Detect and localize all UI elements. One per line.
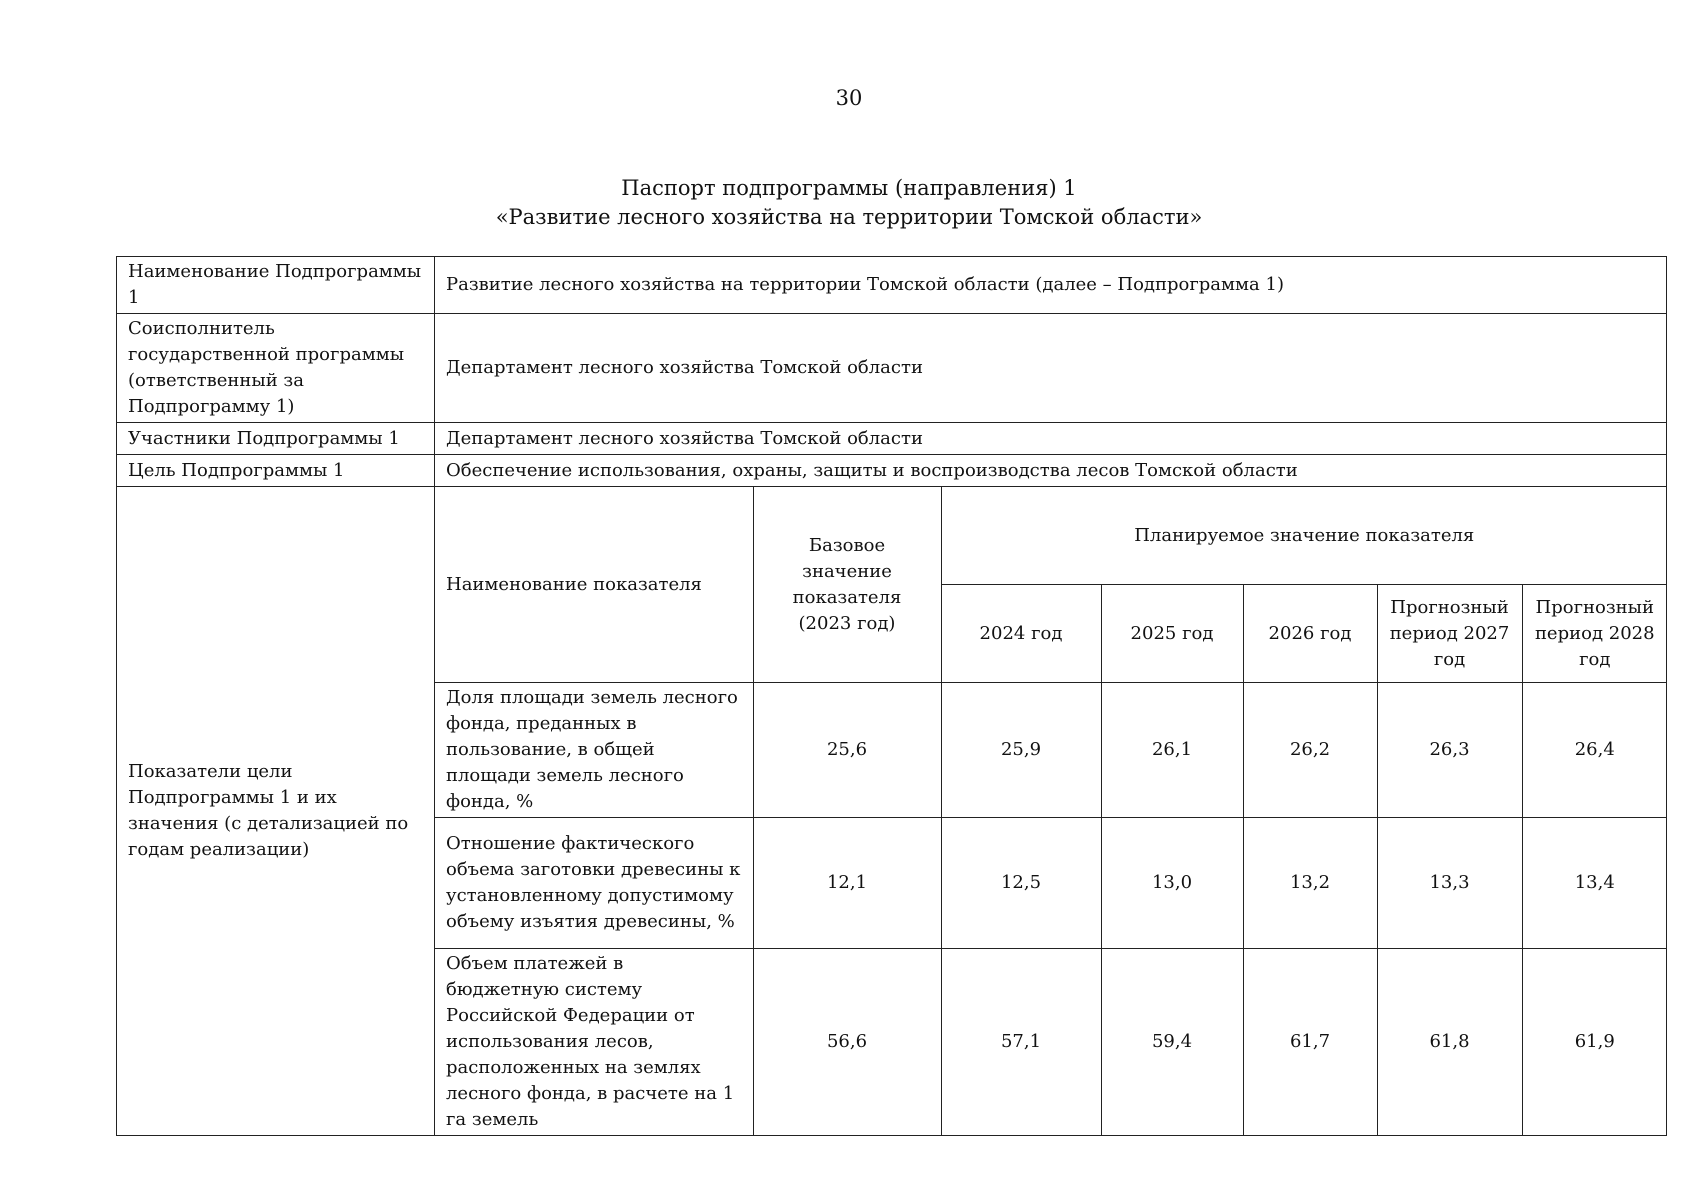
row-label: Цель Подпрограммы 1	[117, 455, 435, 487]
indicator-base: 25,6	[753, 683, 941, 818]
table-row	[117, 455, 1667, 487]
row-label: Показатели цели Подпрограммы 1 и их значения (с детализацией по годам реализации)	[117, 487, 435, 1136]
table-row	[117, 487, 1667, 1136]
header-year: Прогнозный период 2027 год	[1377, 585, 1522, 683]
indicator-value: 13,4	[1522, 818, 1667, 949]
indicator-row	[435, 949, 1667, 1136]
row-label: Соисполнитель государственной программы (ответственный за Подпрограмму 1)	[117, 314, 435, 423]
header-base-value: Базовое значение показателя (2023 год)	[753, 487, 941, 683]
row-label: Наименование Подпрограммы 1	[117, 257, 435, 314]
header-indicator-name: Наименование показателя	[435, 487, 753, 683]
indicator-name: Объем платежей в бюджетную систему Российской Федерации от использования лесов, расположенных на землях лесного фонда, в расчете на 1 га земель	[435, 949, 753, 1136]
indicator-value: 61,9	[1522, 949, 1667, 1136]
indicator-value: 26,4	[1522, 683, 1667, 818]
indicator-value: 61,7	[1243, 949, 1377, 1136]
indicator-cell	[435, 487, 1667, 1136]
indicator-value: 57,1	[941, 949, 1101, 1136]
header-row	[435, 487, 1667, 585]
table-row	[117, 314, 1667, 423]
table-row	[117, 423, 1667, 455]
table-row	[117, 257, 1667, 314]
header-year: 2024 год	[941, 585, 1101, 683]
header-planned-value: Планируемое значение показателя	[941, 487, 1667, 585]
indicator-table	[435, 487, 1667, 1135]
indicator-value: 59,4	[1101, 949, 1243, 1136]
row-value: Департамент лесного хозяйства Томской области	[435, 314, 1667, 423]
row-value: Департамент лесного хозяйства Томской области	[435, 423, 1667, 455]
indicator-value: 26,3	[1377, 683, 1522, 818]
indicator-row	[435, 683, 1667, 818]
indicator-value: 13,0	[1101, 818, 1243, 949]
indicator-value: 13,2	[1243, 818, 1377, 949]
indicator-name: Отношение фактического объема заготовки древесины к установленному допустимому объему изъятия древесины, %	[435, 818, 753, 949]
passport-table	[116, 256, 1667, 1136]
page-number: 30	[835, 86, 863, 110]
row-value: Обеспечение использования, охраны, защиты и воспроизводства лесов Томской области	[435, 455, 1667, 487]
title-line-2: «Развитие лесного хозяйства на территории Томской области»	[495, 205, 1203, 229]
indicator-name: Доля площади земель лесного фонда, преданных в пользование, в общей площади земель лесного фонда, %	[435, 683, 753, 818]
document-title	[0, 174, 1698, 232]
indicator-value: 26,2	[1243, 683, 1377, 818]
indicator-value: 26,1	[1101, 683, 1243, 818]
indicator-value: 12,5	[941, 818, 1101, 949]
indicator-value: 25,9	[941, 683, 1101, 818]
indicator-value: 13,3	[1377, 818, 1522, 949]
indicator-value: 61,8	[1377, 949, 1522, 1136]
title-line-1: Паспорт подпрограммы (направления) 1	[621, 176, 1077, 200]
row-value: Развитие лесного хозяйства на территории Томской области (далее – Подпрограмма 1)	[435, 257, 1667, 314]
row-label: Участники Подпрограммы 1	[117, 423, 435, 455]
header-year: Прогнозный период 2028 год	[1522, 585, 1667, 683]
header-year: 2026 год	[1243, 585, 1377, 683]
header-year: 2025 год	[1101, 585, 1243, 683]
indicator-row	[435, 818, 1667, 949]
indicator-base: 12,1	[753, 818, 941, 949]
indicator-base: 56,6	[753, 949, 941, 1136]
